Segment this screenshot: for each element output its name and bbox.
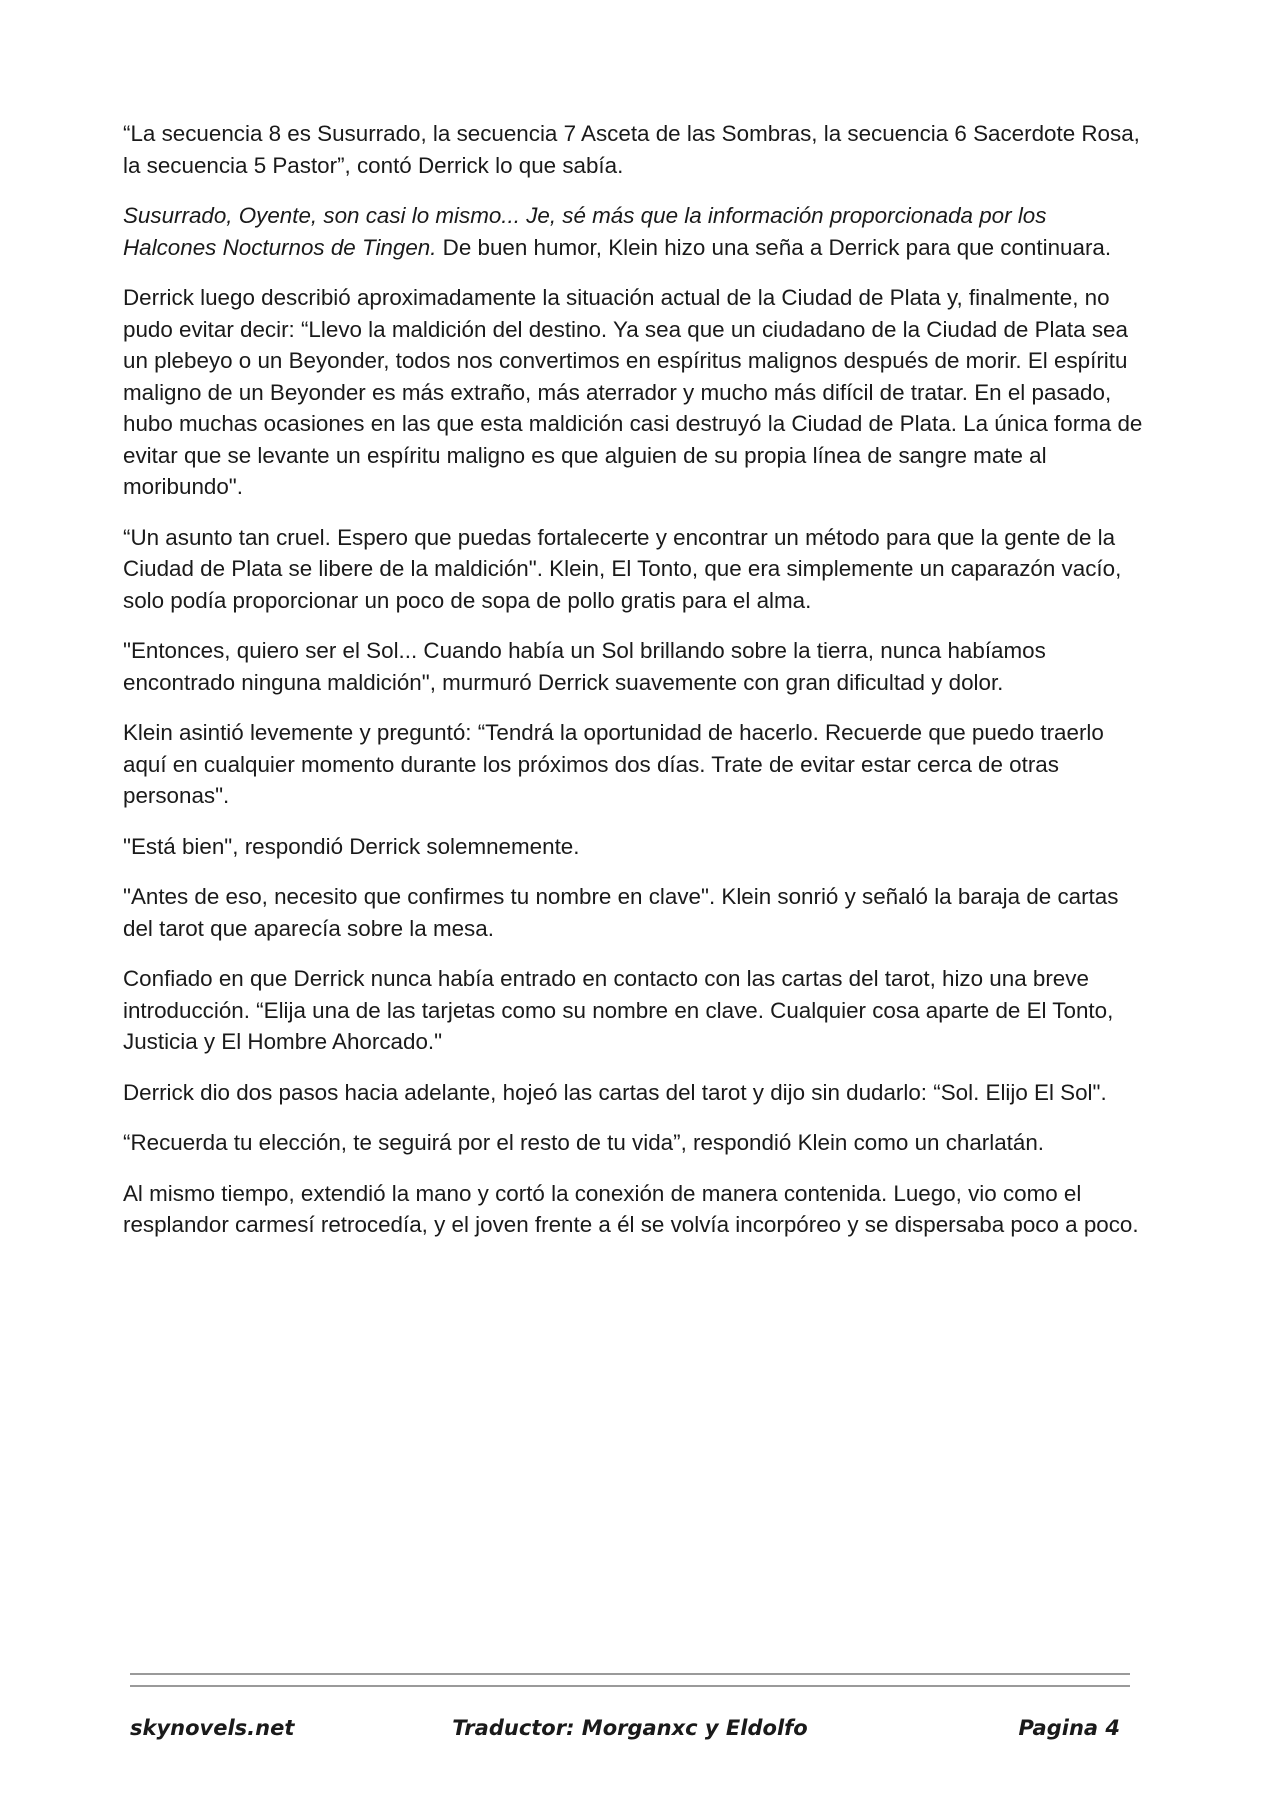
paragraph-text: Klein asintió levemente y preguntó: “Tendrá la oportunidad de hacerlo. Recuerde que puedo traerlo aquí en cualquier momento durante los próximos dos días. Trate de evitar estar cerca de otras personas". — [123, 720, 1104, 808]
paragraph-text: De buen humor, Klein hizo una seña a Derrick para que continuara. — [436, 234, 1112, 260]
paragraph — [123, 963, 1143, 1058]
footer-divider-top — [130, 1673, 1130, 1675]
footer-translator: Traductor: Morganxc y Eldolfo — [452, 1716, 808, 1740]
paragraph-text: Confiado en que Derrick nunca había entrado en contacto con las cartas del tarot, hizo una breve introducción. “Elija una de las tarjetas como su nombre en clave. Cualquier cosa aparte de El Tonto, Justicia y El Hombre Ahorcado." — [123, 966, 1114, 1054]
paragraph-italic: Susurrado, Oyente, son casi lo mismo... Je, sé más que la información proporcionada por los Halcones Nocturnos de Tingen. — [123, 203, 1047, 260]
paragraph-text: “Recuerda tu elección, te seguirá por el resto de tu vida”, respondió Klein como un charlatán. — [123, 1130, 1045, 1155]
paragraph — [123, 881, 1143, 944]
paragraph-text: “La secuencia 8 es Susurrado, la secuencia 7 Asceta de las Sombras, la secuencia 6 Sacerdote Rosa, la secuencia 5 Pastor”, contó Derrick lo que sabía. — [123, 121, 1140, 178]
paragraph — [123, 717, 1143, 812]
paragraph-text: Derrick luego describió aproximadamente la situación actual de la Ciudad de Plata y, finalmente, no pudo evitar decir: “Llevo la maldición del destino. Ya sea que un ciudadano de la Ciudad de Plata sea un plebeyo o un Beyonder, todos nos convertimos en espíritus malignos después de morir. El espíritu maligno de un Beyonder es más extraño, más aterrador y mucho más difícil de tratar. En el pasado, hubo muchas ocasiones en las que esta maldición casi destruyó la Ciudad de Plata. La única forma de evitar que se levante un espíritu maligno es que alguien de su propia línea de sangre mate al moribundo". — [123, 285, 1143, 499]
paragraph-text: "Entonces, quiero ser el Sol... Cuando había un Sol brillando sobre la tierra, nunca habíamos encontrado ninguna maldición", murmuró Derrick suavemente con gran dificultad y dolor. — [123, 638, 1046, 695]
paragraph-text: Derrick dio dos pasos hacia adelante, hojeó las cartas del tarot y dijo sin dudarlo: “Sol. Elijo El Sol". — [123, 1079, 1107, 1105]
paragraph — [123, 1127, 1143, 1159]
footer-divider-bottom — [130, 1685, 1130, 1687]
footer-page-number: Pagina 4 — [1018, 1716, 1120, 1740]
footer-site: skynovels.net — [130, 1716, 295, 1740]
paragraph — [123, 200, 1143, 263]
paragraph — [123, 1178, 1143, 1241]
paragraph — [123, 635, 1143, 698]
paragraph-text: “Un asunto tan cruel. Espero que puedas fortalecerte y encontrar un método para que la gente de la Ciudad de Plata se libere de la maldición". Klein, El Tonto, que era simplemente un caparazón vacío, solo podía proporcionar un poco de sopa de pollo gratis para el alma. — [123, 524, 1122, 613]
paragraph-text: "Antes de eso, necesito que confirmes tu nombre en clave". Klein sonrió y señaló la baraja de cartas del tarot que aparecía sobre la mesa. — [123, 884, 1119, 941]
paragraph — [123, 282, 1143, 503]
document-body — [123, 118, 1143, 1260]
paragraph-text: "Está bien", respondió Derrick solemnemente. — [123, 833, 580, 859]
paragraph — [123, 118, 1143, 181]
page-footer — [130, 1716, 1130, 1746]
paragraph — [123, 522, 1143, 617]
paragraph-text: Al mismo tiempo, extendió la mano y cortó la conexión de manera contenida. Luego, vio como el resplandor carmesí retrocedía, y el joven frente a él se volvía incorpóreo y se dispersaba poco a poco. — [123, 1180, 1139, 1237]
paragraph — [123, 1077, 1143, 1109]
paragraph — [123, 831, 1143, 863]
